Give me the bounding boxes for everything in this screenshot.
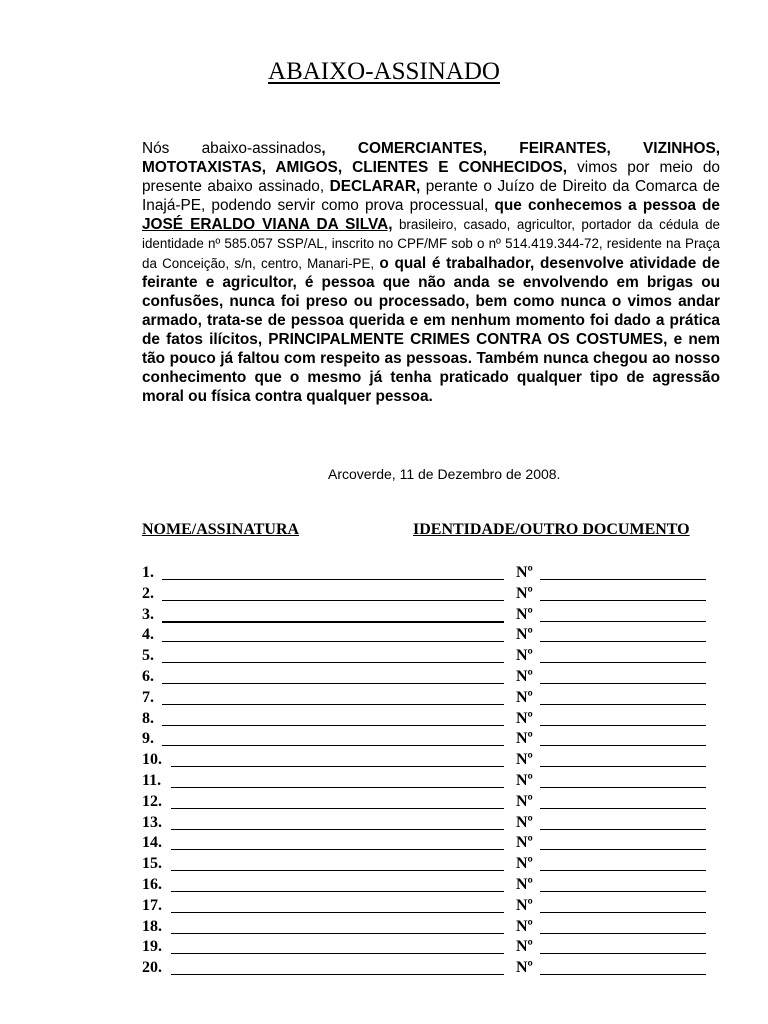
document-number-line[interactable] xyxy=(540,933,706,934)
row-number: 13. xyxy=(142,813,162,831)
character-statement: o qual é trabalhador, desenvolve atividade de feirante e agricultor, é pessoa que não anda se envolvendo em brigas ou confusões, nunca foi preso ou processado, bem como nunca o vimos andar armado, trata-se de pessoa querida e em nenhum momento foi dado a prática de fatos ilícitos, PRINCIPALMENTE CRIMES CONTRA OS COSTUMES, e nem tão pouco já faltou com respeito as pessoas. Também nunca chegou ao nosso conhecimento que o mesmo já tenha praticado qualquer tipo de agressão moral ou física contra qualquer pessoa. xyxy=(142,254,720,406)
document-number-line[interactable] xyxy=(540,808,706,809)
signature-row xyxy=(142,834,722,855)
document-number-line[interactable] xyxy=(540,600,706,601)
signature-row xyxy=(142,710,722,731)
document-number-label: Nº xyxy=(516,792,533,810)
document-number-line[interactable] xyxy=(540,621,706,622)
document-number-label: Nº xyxy=(516,917,533,935)
signature-line[interactable] xyxy=(162,704,504,705)
row-number: 12. xyxy=(142,792,162,810)
id-column-header: IDENTIDADE/OUTRO DOCUMENTO xyxy=(413,521,690,538)
document-number-label: Nº xyxy=(516,813,533,831)
document-number-label: Nº xyxy=(516,834,533,852)
intro-text: Nós abaixo-assinados xyxy=(142,140,322,157)
row-number: 14. xyxy=(142,834,162,852)
signature-line[interactable] xyxy=(162,745,504,746)
signature-row xyxy=(142,585,722,606)
document-number-label: Nº xyxy=(516,709,533,727)
document-title: ABAIXO-ASSINADO xyxy=(268,58,500,85)
signature-row xyxy=(142,647,722,668)
signature-line[interactable] xyxy=(162,683,504,684)
row-number: 7. xyxy=(142,688,154,706)
signature-row xyxy=(142,793,722,814)
signature-row xyxy=(142,855,722,876)
document-number-label: Nº xyxy=(516,771,533,789)
document-number-label: Nº xyxy=(516,667,533,685)
signature-row xyxy=(142,959,722,980)
document-number-line[interactable] xyxy=(540,953,706,954)
signature-line[interactable] xyxy=(171,933,504,934)
document-number-label: Nº xyxy=(516,730,533,748)
signature-line[interactable] xyxy=(162,600,504,601)
signature-line[interactable] xyxy=(171,891,504,892)
date-line: Arcoverde, 11 de Dezembro de 2008. xyxy=(328,466,561,482)
know-person-text: que conhecemos a pessoa de xyxy=(494,197,720,215)
document-number-line[interactable] xyxy=(540,891,706,892)
signature-row xyxy=(142,668,722,689)
signature-line[interactable] xyxy=(162,641,504,642)
document-number-line[interactable] xyxy=(540,870,706,871)
signature-row xyxy=(142,730,722,751)
signature-line[interactable] xyxy=(171,974,504,975)
document-number-label: Nº xyxy=(516,875,533,893)
row-number: 5. xyxy=(142,647,154,665)
row-number: 3. xyxy=(142,605,154,623)
document-number-label: Nº xyxy=(516,584,533,602)
signature-row xyxy=(142,897,722,918)
signature-row xyxy=(142,918,722,939)
declaration-paragraph xyxy=(142,139,720,406)
declare-keyword: DECLARAR, xyxy=(329,178,421,196)
purpose-text: vimos por meio do presente abaixo assinado, xyxy=(142,159,720,196)
row-number: 9. xyxy=(142,730,154,748)
signature-row xyxy=(142,606,722,627)
signature-line[interactable] xyxy=(171,766,504,767)
signers-groups: , COMERCIANTES, FEIRANTES, VIZINHOS, MOTOTAXISTAS, AMIGOS, CLIENTES E CONHECIDOS, xyxy=(142,140,720,177)
person-details: brasileiro, casado, agricultor, portador da cédula de identidade nº 585.057 SSP/AL, inscrito no CPF/MF sob o nº 514.419.344-72, residente na Praça da Conceição, s/n, centro, Manari-PE, xyxy=(142,217,720,271)
document-number-line[interactable] xyxy=(540,745,706,746)
signature-line[interactable] xyxy=(171,870,504,871)
row-number: 1. xyxy=(142,564,154,581)
signature-list xyxy=(142,564,722,980)
document-number-line[interactable] xyxy=(540,766,706,767)
signature-line[interactable] xyxy=(171,849,504,850)
signature-row xyxy=(142,564,722,585)
document-number-label: Nº xyxy=(516,896,533,914)
document-number-label: Nº xyxy=(516,751,533,769)
court-text: perante o Juízo de Direito da Comarca de Inajá-PE, podendo servir como prova processual, xyxy=(142,178,720,215)
signature-row xyxy=(142,938,722,959)
document-number-label: Nº xyxy=(516,605,533,623)
document-number-label: Nº xyxy=(516,855,533,873)
document-number-label: Nº xyxy=(516,938,533,956)
row-number: 8. xyxy=(142,709,154,727)
row-number: 11. xyxy=(142,771,162,789)
row-number: 18. xyxy=(142,917,162,935)
document-number-line[interactable] xyxy=(540,683,706,684)
row-number: 17. xyxy=(142,896,162,914)
name-column-header: NOME/ASSINATURA xyxy=(142,521,300,538)
signature-line[interactable] xyxy=(162,662,504,663)
document-number-label: Nº xyxy=(516,647,533,665)
document-number-line[interactable] xyxy=(540,662,706,663)
signature-row xyxy=(142,626,722,647)
row-number: 20. xyxy=(142,959,162,977)
row-number: 19. xyxy=(142,938,162,956)
signature-row xyxy=(142,814,722,835)
signature-line[interactable] xyxy=(162,579,504,580)
document-number-line[interactable] xyxy=(540,912,706,913)
document-number-line[interactable] xyxy=(540,829,706,830)
document-number-label: Nº xyxy=(516,564,533,581)
person-name: JOSÉ ERALDO VIANA DA SILVA, xyxy=(142,216,393,234)
document-number-label: Nº xyxy=(516,626,533,644)
signature-row xyxy=(142,876,722,897)
signature-row xyxy=(142,772,722,793)
document-number-line[interactable] xyxy=(540,725,706,726)
document-number-line[interactable] xyxy=(540,849,706,850)
signature-line[interactable] xyxy=(171,787,504,788)
row-number: 4. xyxy=(142,626,154,644)
signature-row xyxy=(142,689,722,710)
document-number-line[interactable] xyxy=(540,704,706,705)
document-number-label: Nº xyxy=(516,959,533,977)
signature-line[interactable] xyxy=(162,621,504,623)
signature-row xyxy=(142,751,722,772)
row-number: 10. xyxy=(142,751,162,769)
signature-line[interactable] xyxy=(171,808,504,809)
document-number-line[interactable] xyxy=(540,579,706,580)
signature-line[interactable] xyxy=(171,912,504,913)
signature-line[interactable] xyxy=(162,725,504,726)
document-number-line[interactable] xyxy=(540,641,706,642)
row-number: 16. xyxy=(142,875,162,893)
document-number-line[interactable] xyxy=(540,787,706,788)
row-number: 15. xyxy=(142,855,162,873)
document-number-line[interactable] xyxy=(540,974,706,975)
document-number-label: Nº xyxy=(516,688,533,706)
row-number: 6. xyxy=(142,667,154,685)
signature-line[interactable] xyxy=(171,829,504,830)
signature-line[interactable] xyxy=(171,953,504,954)
row-number: 2. xyxy=(142,584,154,602)
